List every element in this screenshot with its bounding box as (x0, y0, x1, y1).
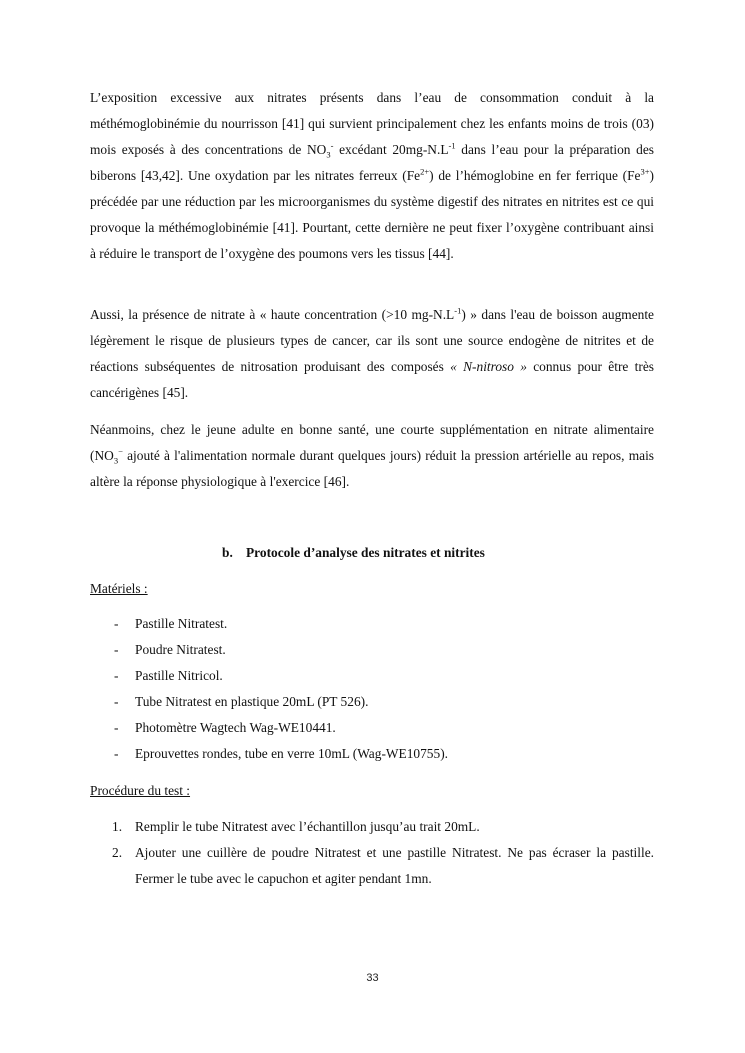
section-number: b. (222, 545, 233, 560)
paragraph-methemoglobinemia (90, 85, 654, 267)
bullet-dash: - (114, 720, 119, 735)
superscript: - (330, 140, 334, 151)
list-item (0, 689, 745, 715)
material-item: Poudre Nitratest. (135, 642, 226, 657)
paragraph-text: dans l’eau pour la préparation des biberons [43,42]. Une oxydation par les nitrates ferreux (Fe (90, 142, 654, 183)
paragraph-blood-pressure (90, 417, 654, 495)
material-item: Tube Nitratest en plastique 20mL (PT 526). (135, 694, 369, 709)
subscript: 3 (326, 149, 331, 160)
step-number: 2. (112, 845, 123, 860)
step-number: 1. (112, 819, 123, 834)
paragraph-text: L’exposition excessive aux nitrates présents dans l’eau de consommation conduit à la méthémoglobinémie du nourrisson [41] qui survient principalement chez les enfants moins de trois (03) mois exposés à des concentrations de NO (90, 90, 654, 157)
list-item (0, 814, 745, 840)
paragraph-text: connus pour être très cancérigènes [45]. (90, 359, 654, 400)
subscript: 3 (113, 455, 119, 466)
paragraph-text: Néanmoins, chez le jeune adulte en bonne santé, une courte supplémentation en nitrate alimentaire (NO (90, 422, 654, 463)
bullet-dash: - (114, 694, 119, 709)
materials-label: Matériels : (90, 581, 148, 596)
paragraph-text: ) précédée par une réduction par les microorganismes du système digestif des nitrates en nitrites est ce qui provoque la méthémoglobinémie [41]. Pourtant, cette dernière ne peut fixer l’oxygène contribuant ainsi à réduire le transport de l’oxygène des poumons vers les tissus [44]. (90, 168, 654, 261)
list-item (0, 637, 745, 663)
paragraph-cancer-risk (90, 302, 654, 406)
paragraph-text: excédant 20mg-N.L (333, 142, 449, 157)
list-item (0, 741, 745, 767)
material-item: Pastille Nitratest. (135, 616, 228, 631)
superscript: 2+ (420, 166, 430, 177)
superscript: -1 (454, 305, 462, 316)
bullet-dash: - (114, 642, 119, 657)
list-item (0, 663, 745, 689)
italic-term: « N-nitroso » (450, 359, 527, 374)
procedure-label: Procédure du test : (90, 783, 191, 798)
paragraph-text: ) de l’hémoglobine en fer ferrique (Fe (429, 168, 641, 183)
superscript: -1 (448, 140, 456, 151)
section-title: Protocole d’analyse des nitrates et nitrites (246, 545, 485, 560)
paragraph-text: ) » dans l'eau de boisson augmente légèrement le risque de plusieurs types de cancer, car ils sont une source endogène de nitrites et de réactions subséquentes de nitrosation produisant des composés (90, 307, 654, 374)
material-item: Photomètre Wagtech Wag-WE10441. (135, 720, 336, 735)
paragraph-text: ajouté à l'alimentation normale durant quelques jours) réduit la pression artérielle au repos, mais altère la réponse physiologique à l'exercice [46]. (90, 448, 654, 489)
material-item: Pastille Nitricol. (135, 668, 223, 683)
bullet-dash: - (114, 746, 119, 761)
superscript: 3+ (640, 166, 650, 177)
section-heading (222, 540, 485, 566)
paragraph-text: Aussi, la présence de nitrate à « haute concentration (>10 mg-N.L (90, 307, 455, 322)
list-item (0, 715, 745, 741)
superscript: − (118, 446, 123, 457)
bullet-dash: - (114, 616, 119, 631)
list-item (0, 611, 745, 637)
procedure-steps (0, 814, 745, 892)
material-item: Eprouvettes rondes, tube en verre 10mL (Wag-WE10755). (135, 746, 448, 761)
page-number: 33 (366, 972, 379, 984)
bullet-dash: - (114, 668, 119, 683)
list-item (0, 840, 745, 892)
materials-list (0, 611, 745, 767)
step-text: Remplir le tube Nitratest avec l’échantillon jusqu’au trait 20mL. (135, 819, 480, 834)
step-text: Ajouter une cuillère de poudre Nitratest et une pastille Nitratest. Ne pas écraser la pastille. Fermer le tube avec le capuchon et agiter pendant 1mn. (135, 845, 654, 886)
